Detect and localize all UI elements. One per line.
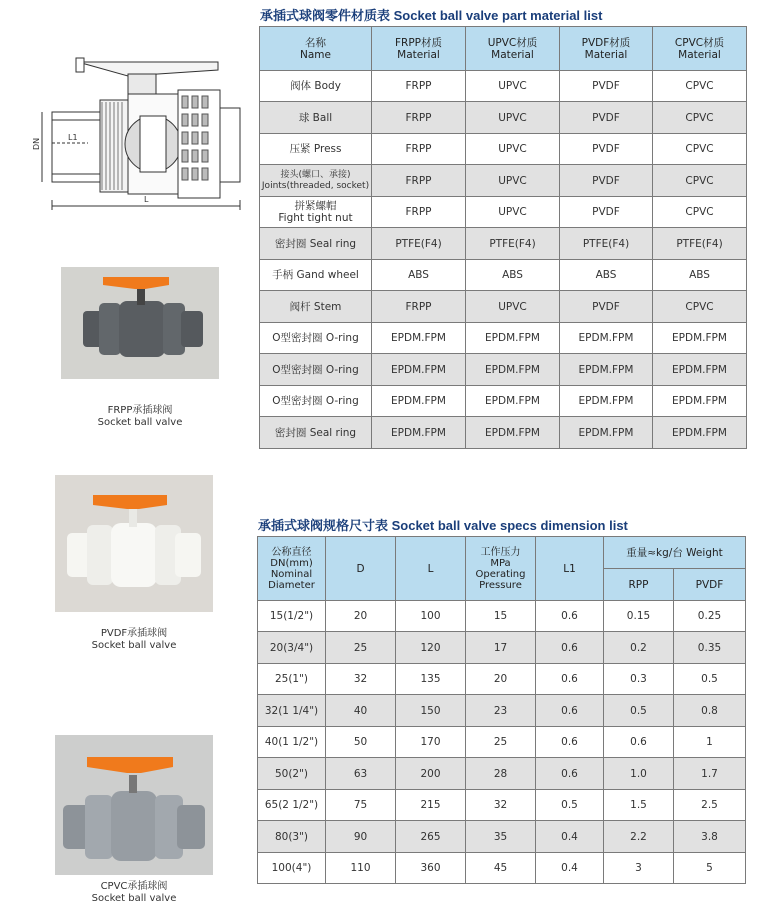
cell: CPVC xyxy=(653,165,747,197)
cell: PVDF xyxy=(560,291,653,323)
l-label: L xyxy=(144,195,149,204)
cell: 0.6 xyxy=(536,664,604,695)
cell: 20(3/4") xyxy=(258,632,326,664)
cell: CPVC xyxy=(653,102,747,134)
cell: 0.6 xyxy=(536,727,604,758)
cell: UPVC xyxy=(466,165,560,197)
pvdf-valve-photo xyxy=(55,475,213,612)
cell: 17 xyxy=(466,632,536,664)
cell: PTFE(F4) xyxy=(466,228,560,260)
table-row xyxy=(258,695,746,727)
pvdf-caption-en: Socket ball valve xyxy=(91,640,177,651)
cell: 50 xyxy=(326,727,396,758)
cell: 135 xyxy=(396,664,466,695)
cell: 0.5 xyxy=(674,664,746,695)
part-name: 阀杆 Stem xyxy=(260,291,372,323)
part-name: 接头(螺口、承接) Joints(threaded, socket) xyxy=(260,165,372,197)
cell: 35 xyxy=(466,821,536,853)
cell: CPVC xyxy=(653,134,747,165)
frpp-caption-en: Socket ball valve xyxy=(97,417,183,428)
cell: PVDF xyxy=(560,71,653,102)
header-l: L xyxy=(396,537,466,601)
material-header-row xyxy=(260,27,747,71)
cpvc-valve-caption xyxy=(55,881,213,905)
table-row xyxy=(258,821,746,853)
cell: 3.8 xyxy=(674,821,746,853)
cell: EPDM.FPM xyxy=(560,386,653,417)
spec-table-title: 承插式球阀规格尺寸表 Socket ball valve specs dimension list xyxy=(258,518,628,533)
cell: EPDM.FPM xyxy=(372,417,466,449)
cell: CPVC xyxy=(653,291,747,323)
cell: 40(1 1/2") xyxy=(258,727,326,758)
cell: 100 xyxy=(396,601,466,632)
cell: 0.6 xyxy=(536,601,604,632)
cell: EPDM.FPM xyxy=(560,323,653,354)
table-row xyxy=(258,727,746,758)
cell: 32 xyxy=(326,664,396,695)
table-row xyxy=(258,853,746,884)
cell: 75 xyxy=(326,790,396,821)
cell: FRPP xyxy=(372,134,466,165)
table-row xyxy=(258,790,746,821)
cell: 0.4 xyxy=(536,821,604,853)
cell: PTFE(F4) xyxy=(372,228,466,260)
cell: 360 xyxy=(396,853,466,884)
cell: EPDM.FPM xyxy=(466,323,560,354)
cell: 25(1") xyxy=(258,664,326,695)
part-name: O型密封圈 O-ring xyxy=(260,354,372,386)
cell: EPDM.FPM xyxy=(560,354,653,386)
cell: 215 xyxy=(396,790,466,821)
header-name: 名称 Name xyxy=(260,27,372,71)
cell: 0.2 xyxy=(604,632,674,664)
table-row xyxy=(260,291,747,323)
header-dn: 公称直径 DN(mm) Nominal Diameter xyxy=(258,537,326,601)
cell: ABS xyxy=(560,260,653,291)
part-name: O型密封圈 O-ring xyxy=(260,323,372,354)
cell: 0.3 xyxy=(604,664,674,695)
spec-header-row xyxy=(258,537,746,569)
header-rpp: RPP xyxy=(604,569,674,601)
part-name: 手柄 Gand wheel xyxy=(260,260,372,291)
cell: EPDM.FPM xyxy=(372,323,466,354)
table-row xyxy=(260,102,747,134)
table-row xyxy=(260,323,747,354)
cell: 150 xyxy=(396,695,466,727)
dn-label: DN xyxy=(32,137,41,150)
cell: 15 xyxy=(466,601,536,632)
part-name: 拼紧螺帽 Fight tight nut xyxy=(260,197,372,228)
frpp-valve-photo xyxy=(61,267,219,379)
cell: 28 xyxy=(466,758,536,790)
cell: EPDM.FPM xyxy=(372,386,466,417)
material-table xyxy=(259,26,747,449)
cpvc-valve-photo xyxy=(55,735,213,875)
cell: 0.25 xyxy=(674,601,746,632)
cell: 20 xyxy=(466,664,536,695)
cell: 3 xyxy=(604,853,674,884)
cell: 120 xyxy=(396,632,466,664)
part-name: 压紧 Press xyxy=(260,134,372,165)
header-l1: L1 xyxy=(536,537,604,601)
header-pvdf: PVDF xyxy=(674,569,746,601)
cell: EPDM.FPM xyxy=(653,354,747,386)
table-row xyxy=(260,260,747,291)
cell: 0.5 xyxy=(604,695,674,727)
cell: 0.15 xyxy=(604,601,674,632)
pvdf-caption-cn: PVDF承插球阀 xyxy=(100,628,168,639)
cell: EPDM.FPM xyxy=(560,417,653,449)
cell: CPVC xyxy=(653,197,747,228)
cpvc-caption-en: Socket ball valve xyxy=(91,893,177,904)
cell: UPVC xyxy=(466,134,560,165)
cell: FRPP xyxy=(372,165,466,197)
cell: 32 xyxy=(466,790,536,821)
cell: 200 xyxy=(396,758,466,790)
pvdf-valve-caption xyxy=(55,628,213,652)
cell: FRPP xyxy=(372,71,466,102)
cell: 1.0 xyxy=(604,758,674,790)
cell: 0.5 xyxy=(536,790,604,821)
part-name: 密封圈 Seal ring xyxy=(260,228,372,260)
cell: 45 xyxy=(466,853,536,884)
header-upvc: UPVC材质 Material xyxy=(466,27,560,71)
header-d: D xyxy=(326,537,396,601)
cell: 0.6 xyxy=(536,632,604,664)
cell: 2.2 xyxy=(604,821,674,853)
frpp-caption-cn: FRPP承插球阀 xyxy=(107,405,173,416)
cell: 90 xyxy=(326,821,396,853)
spec-table xyxy=(257,536,746,884)
header-weight: 重量≈kg/台 Weight xyxy=(604,537,746,569)
frpp-valve-caption xyxy=(61,405,219,429)
table-row xyxy=(258,601,746,632)
cell: PTFE(F4) xyxy=(653,228,747,260)
table-row xyxy=(258,758,746,790)
cell: 40 xyxy=(326,695,396,727)
part-name: 球 Ball xyxy=(260,102,372,134)
cell: 0.6 xyxy=(536,758,604,790)
material-table-title: 承插式球阀零件材质表 Socket ball valve part material list xyxy=(260,8,603,23)
cell: 110 xyxy=(326,853,396,884)
cell: FRPP xyxy=(372,291,466,323)
table-row xyxy=(258,632,746,664)
cell: 15(1/2") xyxy=(258,601,326,632)
cell: 0.35 xyxy=(674,632,746,664)
cell: UPVC xyxy=(466,197,560,228)
cell: PTFE(F4) xyxy=(560,228,653,260)
cell: PVDF xyxy=(560,197,653,228)
table-row xyxy=(260,197,747,228)
cell: EPDM.FPM xyxy=(653,386,747,417)
cell: 0.4 xyxy=(536,853,604,884)
cell: ABS xyxy=(653,260,747,291)
cell: EPDM.FPM xyxy=(372,354,466,386)
table-row xyxy=(260,134,747,165)
part-name: O型密封圈 O-ring xyxy=(260,386,372,417)
header-pvdf: PVDF材质 Material xyxy=(560,27,653,71)
cell: 1 xyxy=(674,727,746,758)
header-pressure: 工作压力 MPa Operating Pressure xyxy=(466,537,536,601)
cell: EPDM.FPM xyxy=(653,417,747,449)
cpvc-caption-cn: CPVC承插球阀 xyxy=(100,881,168,892)
cell: 0.6 xyxy=(536,695,604,727)
cell: 170 xyxy=(396,727,466,758)
header-frpp: FRPP材质 Material xyxy=(372,27,466,71)
header-cpvc: CPVC材质 Material xyxy=(653,27,747,71)
cell: 100(4") xyxy=(258,853,326,884)
cell: 23 xyxy=(466,695,536,727)
cell: FRPP xyxy=(372,102,466,134)
cell: EPDM.FPM xyxy=(466,386,560,417)
l1-label: L1 xyxy=(68,133,78,142)
cell: 50(2") xyxy=(258,758,326,790)
cell: 65(2 1/2") xyxy=(258,790,326,821)
cell: PVDF xyxy=(560,134,653,165)
part-name: 阀体 Body xyxy=(260,71,372,102)
table-row xyxy=(260,165,747,197)
cell: 0.6 xyxy=(604,727,674,758)
table-row xyxy=(260,386,747,417)
cell: PVDF xyxy=(560,165,653,197)
cell: ABS xyxy=(466,260,560,291)
cell: 1.7 xyxy=(674,758,746,790)
cell: 265 xyxy=(396,821,466,853)
table-row xyxy=(260,71,747,102)
cell: UPVC xyxy=(466,102,560,134)
cell: 80(3") xyxy=(258,821,326,853)
cell: 0.8 xyxy=(674,695,746,727)
cell: 63 xyxy=(326,758,396,790)
table-row xyxy=(258,664,746,695)
valve-technical-drawing xyxy=(28,50,248,210)
cell: UPVC xyxy=(466,291,560,323)
cell: EPDM.FPM xyxy=(466,354,560,386)
cell: 5 xyxy=(674,853,746,884)
cell: EPDM.FPM xyxy=(653,323,747,354)
cell: 20 xyxy=(326,601,396,632)
cell: FRPP xyxy=(372,197,466,228)
cell: 2.5 xyxy=(674,790,746,821)
cell: 32(1 1/4") xyxy=(258,695,326,727)
cell: EPDM.FPM xyxy=(466,417,560,449)
cell: 25 xyxy=(466,727,536,758)
table-row xyxy=(260,417,747,449)
part-name: 密封圈 Seal ring xyxy=(260,417,372,449)
table-row xyxy=(260,228,747,260)
table-row xyxy=(260,354,747,386)
cell: PVDF xyxy=(560,102,653,134)
cell: CPVC xyxy=(653,71,747,102)
cell: 1.5 xyxy=(604,790,674,821)
cell: ABS xyxy=(372,260,466,291)
cell: 25 xyxy=(326,632,396,664)
cell: UPVC xyxy=(466,71,560,102)
